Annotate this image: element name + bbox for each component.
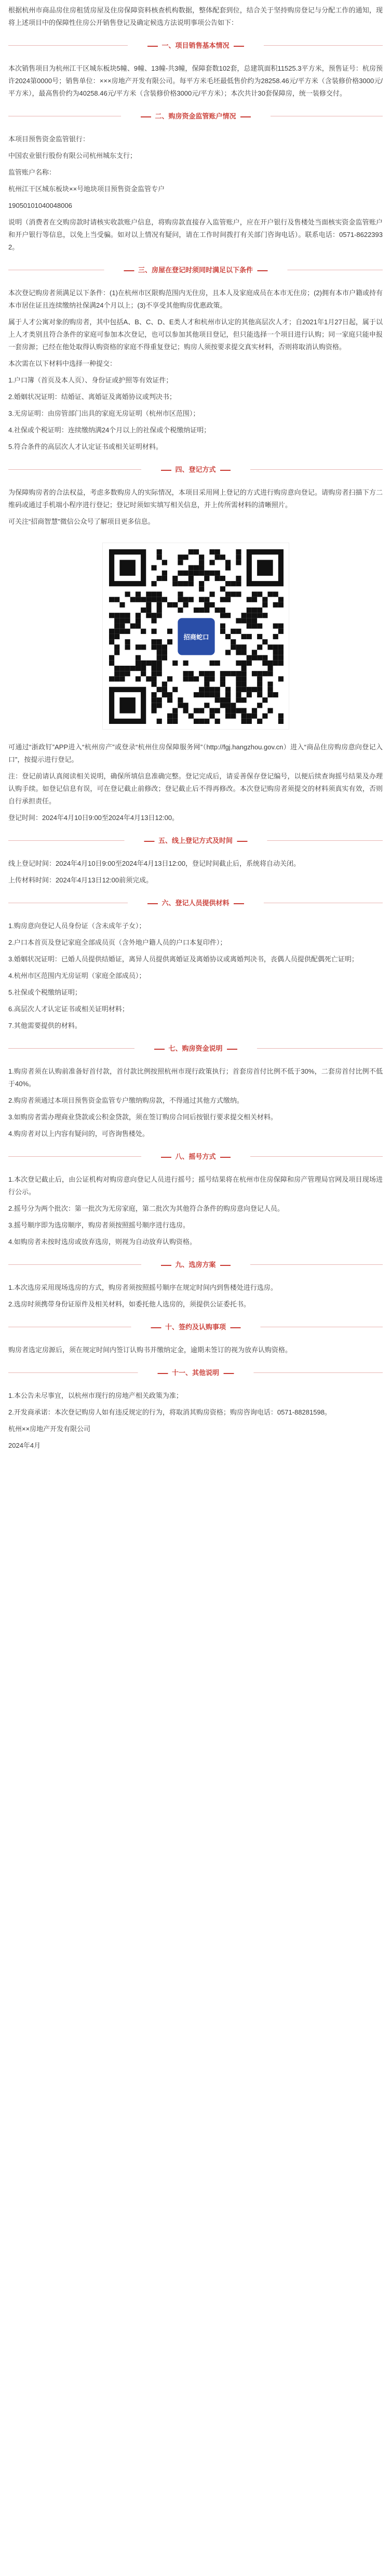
section-paragraph: 属于人才公寓对象的购房者，其中包括A、B、C、D、E类人才和杭州市认定的其他高层次人才；自2021年1月27日起，属于以上人才类别且符合条件的家庭可参加本次登记，也可以参加其他项目登记，但只能选择一个项目进行认购；同一家庭只能申报一套房源；已经在他处取得认购资格的家庭不得重复登记；购房人须按要求提交真实材料，否则将取消认购资格。 bbox=[8, 318, 383, 351]
section-paragraph: 本次销售项目为杭州江干区城东板块5幢、9幢、13幢-共3幢，保障套数102套，总建筑面积11525.3平方米，预售证号：杭房预许2024第0000号；销售单位：×××房地产开发有限公司。每平方米毛坯最低售价约为28258.46元/平方米（含装修价格3000元/平方米），最高售价约为40258.46元/平方米（含装修价格3000元/平方米）；本次共计30套保障房，统一装修交付。 bbox=[8, 64, 383, 97]
section-title bbox=[104, 263, 287, 278]
section-header bbox=[8, 1041, 383, 1056]
section-paragraph: 可关注“招商智慧”微信公众号了解项目更多信息。 bbox=[8, 518, 155, 525]
section-paragraph: 1.本次登记截止后，由公证机构对购房意向登记人员进行摇号；摇号结果将在杭州市住房保障和房产管理局官网及项目现场进行公示。 bbox=[8, 1175, 383, 1196]
section-title-text: 八、摇号方式 bbox=[175, 1153, 216, 1160]
section-title-text: 六、登记人员提供材料 bbox=[161, 899, 230, 907]
section-title-text: 二、购房资金监管账户情况 bbox=[155, 112, 236, 120]
section-paragraph: 1.本公告未尽事宜，以杭州市现行的房地产相关政策为准； bbox=[8, 1392, 183, 1399]
section-paragraph: 2.开发商承诺：本次登记购房人如有违反规定的行为，将取消其购房资格；购房咨询电话：0571-88281598。 bbox=[8, 1408, 331, 1416]
section-paragraph: 2.摇号分为两个批次：第一批次为无房家庭，第二批次为其他符合条件的购房意向登记人员。 bbox=[8, 1205, 284, 1212]
title-bar-left bbox=[147, 903, 157, 904]
section-title-text: 一、项目销售基本情况 bbox=[161, 42, 230, 49]
title-bar-right bbox=[220, 470, 231, 471]
section-paragraph: 3.无房证明：由房管部门出具的家庭无房证明（杭州市区范围）； bbox=[8, 409, 200, 417]
title-bar-right bbox=[220, 1265, 231, 1266]
qr-code-wrapper bbox=[8, 543, 383, 730]
qr-code[interactable] bbox=[102, 543, 289, 730]
section-title bbox=[134, 1041, 257, 1056]
section-paragraph: 7.其他需要提供的材料。 bbox=[8, 1022, 82, 1029]
section-title-text: 五、线上登记方式及时间 bbox=[158, 837, 233, 844]
qr-logo-text: 招商蛇口 bbox=[183, 633, 209, 641]
section-paragraph: 说明（消费者在交购房款时请核实收款账户信息，将购房款直接存入监管账户，应在开户银行及售楼处当面核实资金监管账户和开户银行等信息，以免上当受骗。如对以上情况有疑问，请在工作时间拨打有关部门咨询电话）。联系电话：0571-86223932。 bbox=[8, 218, 383, 251]
title-bar-right bbox=[237, 841, 247, 842]
section-paragraph: 4.社保或个税证明：连续缴纳满24个月以上的社保或个税缴纳证明； bbox=[8, 426, 211, 434]
section-paragraph: 可通过“浙政钉”APP进入“杭州房产”或登录“杭州住房保障服务网”（http://fgj.hangzhou.gov.cn）进入“商品住房购房意向登记入口”，按提示进行登记。 bbox=[8, 743, 383, 763]
section-paragraph: 1.本次选房采用现场选房的方式，购房者须按照摇号顺序在规定时间内到售楼处进行选房。 bbox=[8, 1284, 277, 1291]
title-bar-right bbox=[227, 1049, 237, 1050]
section-paragraph: 3.如购房者需办理商业贷款或公积金贷款，须在签订购房合同后按银行要求提交相关材料。 bbox=[8, 1113, 277, 1121]
section-paragraph: 4.杭州市区范围内无房证明（家庭全部成员）； bbox=[8, 972, 146, 980]
section-paragraph: 本项目预售资金监管银行： bbox=[8, 135, 90, 143]
section-paragraph: 为保障购房者的合法权益，考虑多数购房人的实际情况，本项目采用网上登记的方式进行购房意向登记。请购房者扫描下方二维码或通过手机端小程序进行登记；登记时须如实填写相关信息，并上传所需材料的清晰照片。 bbox=[8, 488, 383, 509]
title-bar-left bbox=[157, 1373, 168, 1374]
section-paragraph: 19050101040048006 bbox=[8, 202, 72, 209]
section-header bbox=[8, 1258, 383, 1272]
section-title bbox=[138, 1366, 253, 1380]
section-paragraph: 登记时间：2024年4月10日9:00至2024年4月13日12:00。 bbox=[8, 814, 179, 822]
title-bar-left bbox=[144, 841, 154, 842]
section-title-text: 九、选房方案 bbox=[175, 1261, 216, 1269]
signoff-company: 杭州××房地产开发有限公司 bbox=[8, 1425, 91, 1433]
section-header bbox=[8, 834, 383, 848]
section-paragraph: 线上登记时间：2024年4月10日9:00至2024年4月13日12:00，登记时间截止后，系统将自动关闭。 bbox=[8, 860, 301, 867]
section-paragraph: 杭州江干区城东板块××号地块项目预售资金监管专户 bbox=[8, 185, 165, 193]
section-paragraph: 购房者选定房源后，须在规定时间内签订认购书并缴纳定金，逾期未签订的视为放弃认购资格。 bbox=[8, 1346, 292, 1354]
title-bar-left bbox=[160, 1157, 171, 1158]
section-paragraph: 6.高层次人才认定证书或相关证明材料； bbox=[8, 1005, 129, 1013]
section-paragraph: 1.购房意向登记人员身份证（含未成年子女）； bbox=[8, 922, 146, 930]
section-header bbox=[8, 463, 383, 477]
section-title bbox=[127, 896, 263, 910]
section-header bbox=[8, 1150, 383, 1164]
sections-container bbox=[8, 38, 383, 1419]
section-paragraph: 监管账户名称： bbox=[8, 168, 56, 176]
signoff-date: 2024年4月 bbox=[8, 1442, 41, 1449]
section-paragraph: 本次需在以下材料中选择一种提交： bbox=[8, 360, 117, 367]
title-bar-right bbox=[240, 116, 251, 117]
section-paragraph: 3.摇号顺序即为选房顺序，购房者须按照摇号顺序进行选房。 bbox=[8, 1221, 190, 1229]
title-bar-right bbox=[230, 1327, 240, 1328]
title-bar-right bbox=[257, 270, 267, 271]
section-title bbox=[141, 463, 250, 477]
section-header bbox=[8, 38, 383, 53]
title-bar-right bbox=[220, 1157, 231, 1158]
title-bar-left bbox=[154, 1049, 164, 1050]
section-title bbox=[141, 1258, 250, 1272]
section-header bbox=[8, 109, 383, 124]
section-title-text: 七、购房资金说明 bbox=[168, 1045, 223, 1052]
section-paragraph: 注：登记前请认真阅读相关说明，确保所填信息准确完整。登记完成后，请妥善保存登记编号，以便后续查询摇号结果及办理认购手续。如登记信息有误，可在登记截止前修改；登记截止后不得再修改。本次登记购房者须提交的材料须真实有效，否则自行承担责任。 bbox=[8, 772, 383, 805]
title-bar-left bbox=[151, 1327, 161, 1328]
title-bar-right bbox=[234, 903, 244, 904]
section-title-text: 四、登记方式 bbox=[175, 466, 216, 473]
section-header bbox=[8, 1366, 383, 1380]
section-paragraph: 2.购房者须通过本项目预售资金监管专户缴纳购房款，不得通过其他方式缴纳。 bbox=[8, 1097, 244, 1104]
section-paragraph: 中国农业银行股份有限公司杭州城东支行； bbox=[8, 152, 137, 160]
intro-paragraph: 根据杭州市商品房住房租赁房屋及住房保障资料核查机构数据，整体配套到位，结合关于坚持购房登记与分配工作的通知，现将上述项目中的保障性住房公开销售登记及确定候选方法说明事项公告如下： bbox=[8, 6, 383, 27]
section-title bbox=[141, 1150, 250, 1164]
section-title bbox=[131, 1320, 260, 1335]
title-bar-left bbox=[160, 1265, 171, 1266]
section-paragraph: 1.购房者须在认购前准备好首付款，首付款比例按照杭州市现行政策执行；首套房首付比例不低于30%，二套房首付比例不低于40%。 bbox=[8, 1067, 383, 1088]
section-paragraph: 本次登记购房者须满足以下条件：(1)在杭州市区限购范围内无住房，且本人及家庭成员在本市无住房；(2)拥有本市户籍或持有本市居住证且连续缴纳社保满24个月以上；(3)不享受其他购房优惠政策。 bbox=[8, 289, 383, 309]
title-bar-left bbox=[160, 470, 171, 471]
section-paragraph: 1.户口簿（首页及本人页）、身份证或护照等有效证件； bbox=[8, 376, 173, 384]
section-paragraph: 2.婚姻状况证明：结婚证、离婚证及离婚协议或判决书； bbox=[8, 393, 176, 401]
section-title-text: 十一、其他说明 bbox=[171, 1369, 220, 1377]
section-title bbox=[124, 834, 267, 848]
section-paragraph: 上传材料时间：2024年4月13日12:00前须完成。 bbox=[8, 876, 153, 884]
section-paragraph: 2.选房时须携带身份证原件及相关材料，如委托他人选房的，须提供公证委托书。 bbox=[8, 1300, 250, 1308]
section-paragraph: 2.户口本首页及登记家庭全部成员页（含外地户籍人员的户口本复印件）； bbox=[8, 939, 227, 946]
section-title bbox=[120, 109, 270, 124]
section-title bbox=[127, 38, 263, 53]
title-bar-left bbox=[124, 270, 134, 271]
section-paragraph: 4.购房者对以上内容有疑问的，可咨询售楼处。 bbox=[8, 1130, 149, 1138]
section-paragraph: 5.社保或个税缴纳证明； bbox=[8, 988, 82, 996]
section-header bbox=[8, 896, 383, 910]
section-header bbox=[8, 263, 383, 278]
title-bar-left bbox=[147, 46, 157, 47]
title-bar-right bbox=[223, 1373, 234, 1374]
title-bar-left bbox=[140, 116, 151, 117]
section-title-text: 三、房屋在登记时须同时满足以下条件 bbox=[138, 266, 253, 274]
section-paragraph: 4.如购房者未按时选房或放弃选房，则视为自动放弃认购资格。 bbox=[8, 1238, 196, 1246]
qr-code-icon bbox=[109, 549, 284, 724]
section-paragraph: 5.符合条件的高层次人才认定证书或相关证明材料。 bbox=[8, 443, 163, 451]
title-bar-right bbox=[234, 46, 244, 47]
section-paragraph: 3.婚姻状况证明：已婚人员提供结婚证，离异人员提供离婚证及离婚协议或离婚判决书，丧偶人员提供配偶死亡证明； bbox=[8, 955, 358, 963]
section-title-text: 十、签约及认购事项 bbox=[165, 1323, 226, 1331]
section-header bbox=[8, 1320, 383, 1335]
